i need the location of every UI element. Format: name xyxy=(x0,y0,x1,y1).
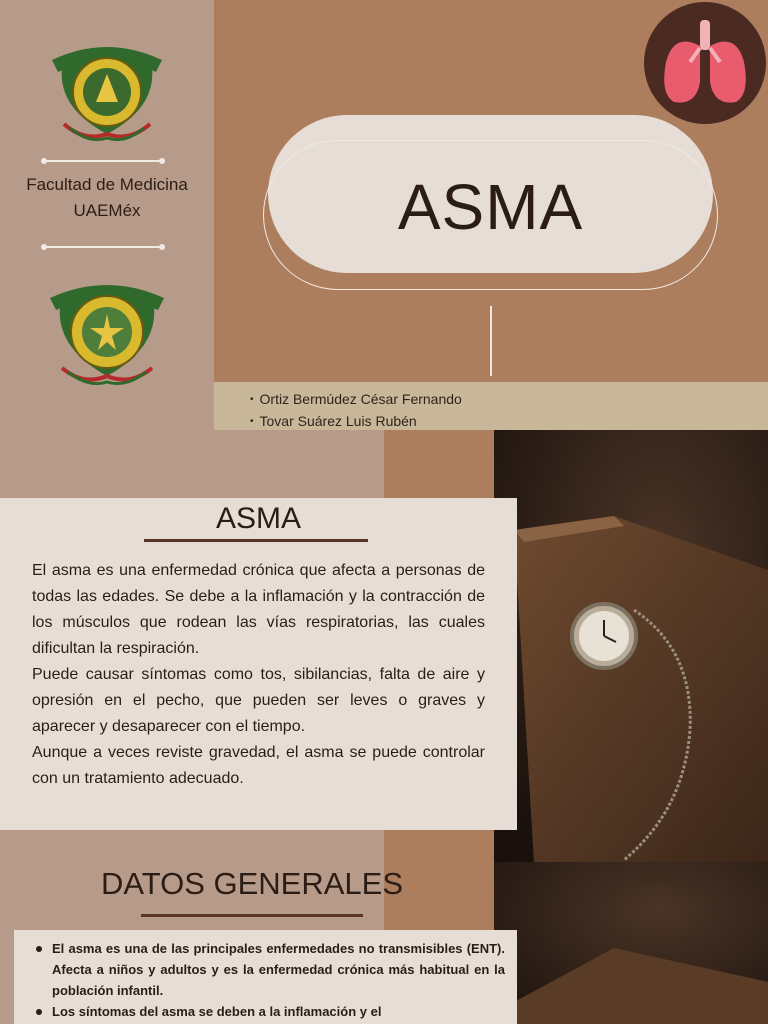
pocket-watch-photo xyxy=(494,430,768,862)
lungs-icon xyxy=(644,2,766,124)
author-name: • Ortiz Bermúdez César Fernando xyxy=(250,391,462,407)
page-title: ASMA xyxy=(397,171,584,243)
datos-list xyxy=(14,930,517,1022)
info-body xyxy=(32,558,485,792)
faculty-name: Facultad de Medicina UAEMéx xyxy=(26,175,188,220)
section-title: DATOS GENERALES xyxy=(100,866,404,901)
decorative-line xyxy=(490,306,492,376)
section-underline xyxy=(144,539,368,542)
section-underline xyxy=(141,914,363,917)
pocket-watch-photo xyxy=(494,862,768,1024)
datos-card xyxy=(14,930,517,1024)
paragraph: Puede causar síntomas como tos, sibilancias, falta de aire y opresión en el pecho, que pueden ser leves o graves y aparecer y desaparecer con el tiempo. xyxy=(32,666,485,735)
author-name: • Tovar Suárez Luis Rubén xyxy=(250,413,417,429)
university-crest-icon xyxy=(44,38,170,148)
decorative-divider xyxy=(44,160,162,162)
university-crest-icon xyxy=(44,276,170,386)
decorative-divider xyxy=(44,246,162,248)
section-title: ASMA xyxy=(215,502,302,535)
list-item: Los síntomas del asma se deben a la inflamación y el xyxy=(36,1001,505,1022)
list-item: El asma es una de las principales enfermedades no transmisibles (ENT). Afecta a niños y adultos y es la enfermedad crónica más habitual en la población infantil. xyxy=(36,938,505,1001)
paragraph: El asma es una enfermedad crónica que afecta a personas de todas las edades. Se debe a la inflamación y la contracción de los músculos que rodean las vías respiratorias, las cuales dificultan la respiración. xyxy=(32,562,485,657)
paragraph: Aunque a veces reviste gravedad, el asma se puede controlar con un tratamiento adecuado. xyxy=(32,744,485,787)
